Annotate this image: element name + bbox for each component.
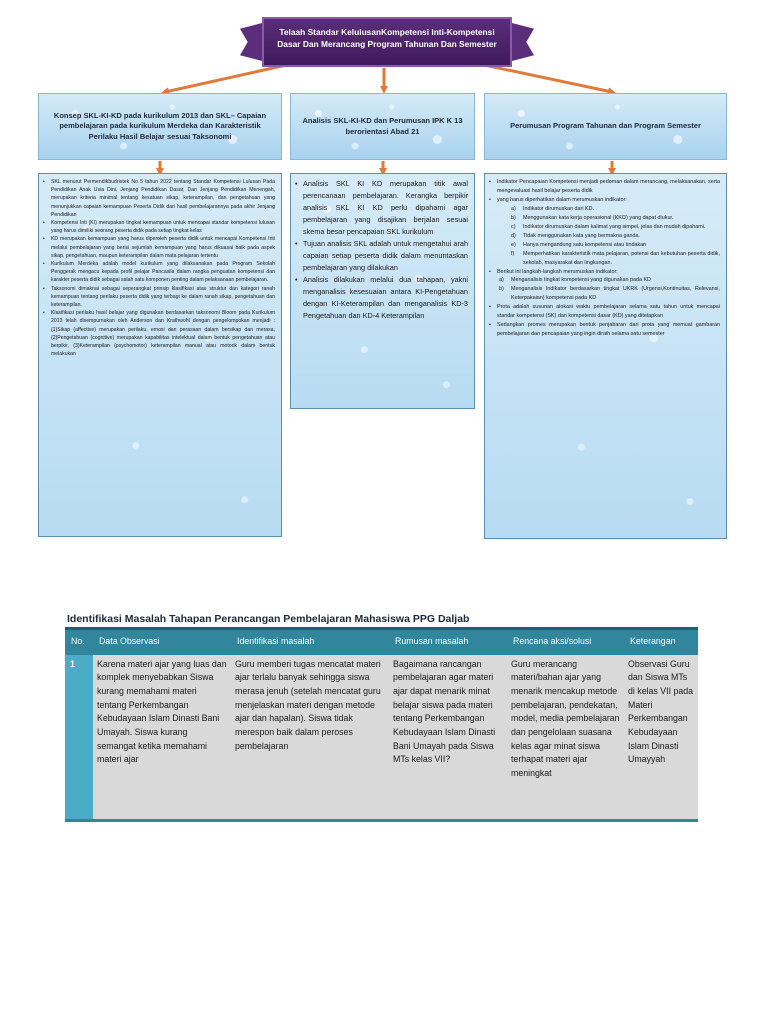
column-1-header [38,93,282,160]
table-row [65,655,698,821]
column-1-bullet: • SKL menurut Permendikbudristek No 5 tahun 2022 tentang Standar Kompetensi Lulusan Pada Pendidikan Anak Usia Dini, Jenjang Pendidikan Dasar, Dan Jenjang Pendidikan Menengah, merupakan kriteria minimal tentang kesatuan sikap, keterampilan, dan pengetahuan yang menunjukkan capaian kemampuan Peserta Didik dari hasil pembelajarannya pada akhir Jenjang Pendidikan [43,178,275,219]
column-1-bullet: • KD merupakan kemampuan yang harus diperoleh peserta didik untuk mencapai Kompetensi Inti melalui pembelajaran yang berisi sejumlah kemampuan yang harus dikuasai baik pada aspek sikap, pengetahuan, maupun keterampilan dalam mata pelajaran tertentu [43,235,275,260]
column-3-bullet: • yang harus diperhatikan dalam merumuskan indikator: [489,196,720,205]
indicator-criterion: e) Hanya mengandung satu kompetensi atau tindakan [511,241,647,248]
cell-keterangan: Observasi Guru dan Siswa MTs di kelas VII pada Materi Perkembangan Kebudayaan Islam Dinasti Umayyah [624,655,698,821]
table-title: Identifikasi Masalah Tahapan Perancangan Pembelajaran Mahasiswa PPG Daljab [67,613,470,625]
column-1-bullet: • Kompetensi Inti (KI) merupakan tingkat kemampuan untuk mencapai standar kompetensi lulusan yang harus dimiliki seorang peserta didik pada setiap tingkat kelas [43,219,275,235]
column-3-header [484,93,727,160]
indicator-step: b) Menganalisis Indikator berdasarkan tingkat UKRK (Urgensi,Kontinuitas, Relevansi, Keterpakaian) kompetensi pada KD [499,286,720,302]
cell-data-observasi: Karena materi ajar yang luas dan komplek menyebabkan Siswa kurang memahami materi tentang Perkembangan Kebudayaan Islam Dinasti Bani Umayah. Siswa kurang semangat ketika memahami materi ajar [93,655,231,821]
column-3-header-text: Perumusan Program Tahunan dan Program Semester [510,121,701,131]
cell-identifikasi: Guru memberi tugas mencatat materi ajar terlalu banyak sehingga siswa merasa jenuh (setelah mencatat guru menjelaskan materi dengan metode ajar dan hapalan). Siswa tidak merespon baik dalam peroses pembelajaran [231,655,389,821]
column-2-header [290,93,475,160]
column-2-bullet: • Analisis dilakukan melalui dua tahapan, yakni menganalisis kesesuaian antara KI-Pengetahuan dengan KI-Keterampilan dan menganalisis KD-3 Pengetahuan dan KD-4 Keterampilan [295,274,468,322]
indicator-criterion: f) Memperhatikan karakteristik mata pelajaran, potensi dan kebutuhan peserta didik, sekolah, masyarakat dan lingkungan. [511,250,720,266]
indicator-criterion: c) Indikator dirumuskan dalam kalimat yang simpel, jelas dan mudah dipahami. [511,223,706,230]
column-2-bullet: • Tujuan analisis SKL adalah untuk mengetahui arah capaian setiap peserta didik dalam menuntaskan pembelajaran yang dilakukan [295,238,468,274]
column-3-content [484,173,727,539]
column-2-bullet: • Analisis SKL KI KD merupakan titik awal perencanaan pembelajaran. Kerangka berpikir analisis SKL KI KD perlu dipahami agar pembelajaran yang disajikan berjalan sesuai skema besar pencapaian SKL kurikulum [295,178,468,238]
column-2-header-text: Analisis SKL-KI-KD dan Perumusan IPK K 13 berorientasi Abad 21 [302,116,463,136]
table-header-row [65,629,698,655]
column-3-bullet: • Sedangkan promes merupakan bentuk penjabaran dari prota yang memuat gambaran pembelajaran dan pencapaian yang ingin diraih selama satu semester [489,321,720,339]
indicator-criterion: b) Menggunakan kata kerja operasional (KKO) yang dapat diukur. [511,214,674,221]
header-rencana: Rencana aksi/solusi [507,629,624,655]
column-1-content [38,173,282,537]
cell-no: 1 [65,655,93,821]
banner-ribbon-left [240,23,262,61]
column-1-bullet: • Taksonomi dimaknai sebagai seperangkat prinsip klasifikasi atau struktur dan kategori ranah kemampuan tentang perilaku peserta didik yang terbagi ke dalam ranah sikap, pengetahuan dan keterampilan. [43,285,275,310]
header-no: No. [65,629,93,655]
column-3-bullet: • Prota adalah susunan alokasi waktu pembelajaran selama satu tahun untuk mencapai standar kompetensi (SK) dan kompetensi dasar (KD) yang ditetapkan [489,303,720,321]
header-rumusan: Rumusan masalah [389,629,507,655]
cell-rumusan: Bagaimana rancangan pembelajaran agar materi ajar dapat menarik minat belajar siswa pada materi tentang Perkembangan Kebudayaan Islam Dinasti Bani Umayah pada Siswa MTs kelas VII? [389,655,507,821]
banner-ribbon-right [512,23,534,61]
header-keterangan: Keterangan [624,629,698,655]
indicator-criterion: d) Tidak menggunakan kata yang bermakna ganda. [511,232,640,239]
column-1-header-text: Konsep SKL-KI-KD pada kurikulum 2013 dan SKL– Capaian pembelajaran pada kurikulum Merdeka dan Karakteristik Perilaku Hasil Belajar sesuai Taksonomi [53,110,267,141]
cell-rencana: Guru merancang materi/bahan ajar yang menarik mencakup metode pembelajaran, pendekatan, model, media pembelajaran dan pengelolaan suasana kelas agar minat siswa terhapat materi ajar meningkat [507,655,624,821]
page-title: Telaah Standar KelulusanKompetensi Inti-Kompetensi Dasar Dan Merancang Program Tahunan Dan Semester [277,27,497,49]
indicator-step: a) Menganalisis tingkat kompetensi yang digunakan pada KD [499,277,651,284]
title-banner [262,17,512,67]
column-1-bullet: • Kurikulum Merdeka adalah model kurikulum yang dilaksanakan pada Program Sekolah Penggerak mengacu kepada profil pelajar Pancasila dalam rangka penguatan kompetensi dan karakter peserta didik sebagai salah satu komponen penting dalam pelaksanaan pembelajaran. [43,260,275,285]
header-identifikasi: Identifikasi masalah [231,629,389,655]
problem-identification-table [65,627,698,822]
column-3-bullet: • Indikator Pencapaian Kompetensi menjadi pedoman dalam merancang, melaksanakan, serta mengevaluasi hasil belajar peserta didik [489,178,720,196]
indicator-criterion: a) Indikator dirumuskan dari KD. [511,205,595,212]
column-1-bullet: • Klasifikasi perilaku hasil belajar yang digunakan berdasarkan taksonomi Bloom pada Kurikulum 2013 telah disempurnakan oleh Anderson dan Krathwohl dengan pengelompokan menjadi : (1)Sikap (affective) merupakan perilaku, emosi dan perasaan dalam bersikap dan merasa, (2)Pengetahuan (cognitive) merupakan kapabilitas intelektual dalam bentuk pengetahuan atau berpikir, (3)Keterampilan (psychomotor) keterampilan manual atau motorik dalam bentuk melakukan [43,309,275,358]
column-2-content [290,173,475,409]
column-3-bullet: • Berikut ini langkah-langkah merumuskan indikator; [489,268,720,277]
header-data-observasi: Data Observasi [93,629,231,655]
